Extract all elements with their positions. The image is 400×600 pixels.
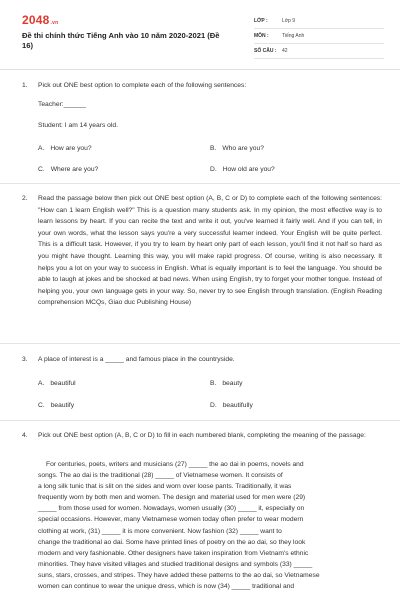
option-text: beautifully: [222, 402, 253, 409]
passage-line: change the traditional ao dai. Some have printed lines of poetry on the ao dai, so they look: [38, 538, 306, 546]
question-number: 2.: [22, 195, 28, 202]
option-b[interactable]: [210, 145, 264, 152]
passage-line: a long silk tunic that is slit on the sides and worn over loose pants. Traditionally, it was: [38, 483, 292, 491]
question-2: [22, 193, 382, 309]
option-d[interactable]: [210, 166, 275, 173]
meta-key: LỚP :: [254, 18, 268, 24]
option-c[interactable]: [38, 166, 98, 173]
passage-line: modern and very fashionable. Other designers have taken inspiration from Vietnam's ethnic: [38, 549, 309, 557]
site-logo[interactable]: [22, 13, 58, 27]
option-a[interactable]: [38, 145, 92, 152]
question-number: 4.: [22, 432, 28, 439]
option-text: beauty: [222, 380, 243, 387]
meta-value: Lớp 9: [282, 18, 296, 24]
option-a[interactable]: [38, 380, 76, 387]
option-letter: A.: [38, 145, 45, 152]
option-text: Who are you?: [222, 145, 264, 152]
option-letter: C.: [38, 166, 45, 173]
option-text: How old are you?: [222, 166, 275, 173]
logo-suffix: .vn: [50, 20, 59, 26]
passage-line: _____ from those used for women. Nowadays, women usually (30) _____ it, especially on: [38, 505, 305, 513]
meta-key: SỐ CÂU :: [254, 48, 277, 54]
passage-line: women can continue to wear the unique dress, which is now (34) _____ traditional and: [38, 583, 295, 591]
reading-passage: Read the passage below then pick out ONE best option (A, B, C or D) to complete each of the following sentences: "How can 1 learn English well?" This is a question many students ask. In my opinion, the most effective way is to learn lessons by heart. If you can recite the text and write it out, you've learned it fairly well. And if you can tell, in your own words, what the lesson says you're a very successful learner indeed. Your English will be quite perfect. This is a difficult task. However, if you try to learn by heart only part of each lesson, you'll find it not half so hard as you might have thought. Learning this way, you will make rapid progress. Of course, writing is also necessary. It helps you a lot on your way to success in English. What is equally important is to feel the language. You should be able to laugh at jokes and be shocked at bad news. When using English, try to forget your mother tongue. Instead of helping you, your own language gets in your way. So, never try to see English through translation. (English Reading comprehension MCQs, Giao duc Publishing House): [38, 195, 382, 307]
question-divider: [0, 420, 400, 421]
option-letter: B.: [210, 145, 217, 152]
option-b[interactable]: [210, 380, 242, 387]
option-d[interactable]: [210, 402, 253, 409]
passage-line: For centuries, poets, writers and musicians (27) _____ the ao dai in poems, novels and: [46, 461, 304, 468]
option-text: beautify: [50, 402, 75, 409]
question-prompt: A place of interest is a _____ and famous place in the countryside.: [38, 356, 235, 363]
question-divider: [0, 343, 400, 344]
meta-row-class: [254, 14, 384, 29]
option-letter: D.: [210, 166, 217, 173]
passage-line: clothing at work, (31) _____ it is more convenient. Now fashion (32) _____ want to: [38, 527, 282, 535]
option-letter: D.: [210, 402, 217, 409]
question-prompt: Pick out ONE best option to complete each of the following sentences:: [38, 82, 247, 89]
logo-number: 2048: [22, 13, 50, 27]
meta-key: MÔN :: [254, 33, 269, 39]
option-text: beautiful: [50, 380, 76, 387]
question-prompt: Pick out ONE best option (A, B, C or D) to fill in each numbered blank, completing the meaning of the passage:: [38, 432, 366, 439]
page-header: [0, 0, 400, 64]
dialogue-line-teacher: Teacher:______: [38, 101, 86, 108]
meta-row-subject: [254, 29, 384, 44]
page-title: Đề thi chính thức Tiếng Anh vào 10 năm 2020-2021 (Đề 16): [22, 31, 220, 50]
option-letter: B.: [210, 380, 217, 387]
cloze-passage: [38, 459, 382, 592]
exam-meta: [254, 14, 384, 59]
question-number: 1.: [22, 82, 28, 89]
passage-line: minorities. They have visited villages and studied traditional designs and symbols (33) _____: [38, 560, 313, 568]
question-4: [22, 430, 382, 442]
passage-line: special occasions. However, many Vietnamese women today often prefer to wear modern: [38, 516, 304, 524]
dialogue-line-student: Student: I am 14 years old.: [38, 122, 118, 129]
option-letter: C.: [38, 402, 45, 409]
option-c[interactable]: [38, 402, 74, 409]
meta-value: 42: [282, 48, 288, 54]
option-text: Where are you?: [50, 166, 99, 173]
meta-value: Tiếng Anh: [282, 33, 305, 39]
question-divider: [0, 183, 400, 184]
question-number: 3.: [22, 356, 28, 363]
question-3: [22, 354, 382, 366]
option-letter: A.: [38, 380, 45, 387]
passage-line: suns, stars, crosses, and stripes. They have added these patterns to the ao dai, so Vietnamese: [38, 571, 320, 579]
option-text: How are you?: [50, 145, 92, 152]
header-divider: [0, 69, 400, 70]
question-1: [22, 80, 382, 92]
passage-line: songs. The ao dai is the traditional (28) _____ of Vietnamese women. It consists of: [38, 472, 283, 480]
passage-line: frequently worn by both men and women. The design and material used for men were (29): [38, 494, 306, 502]
meta-row-count: [254, 44, 384, 59]
